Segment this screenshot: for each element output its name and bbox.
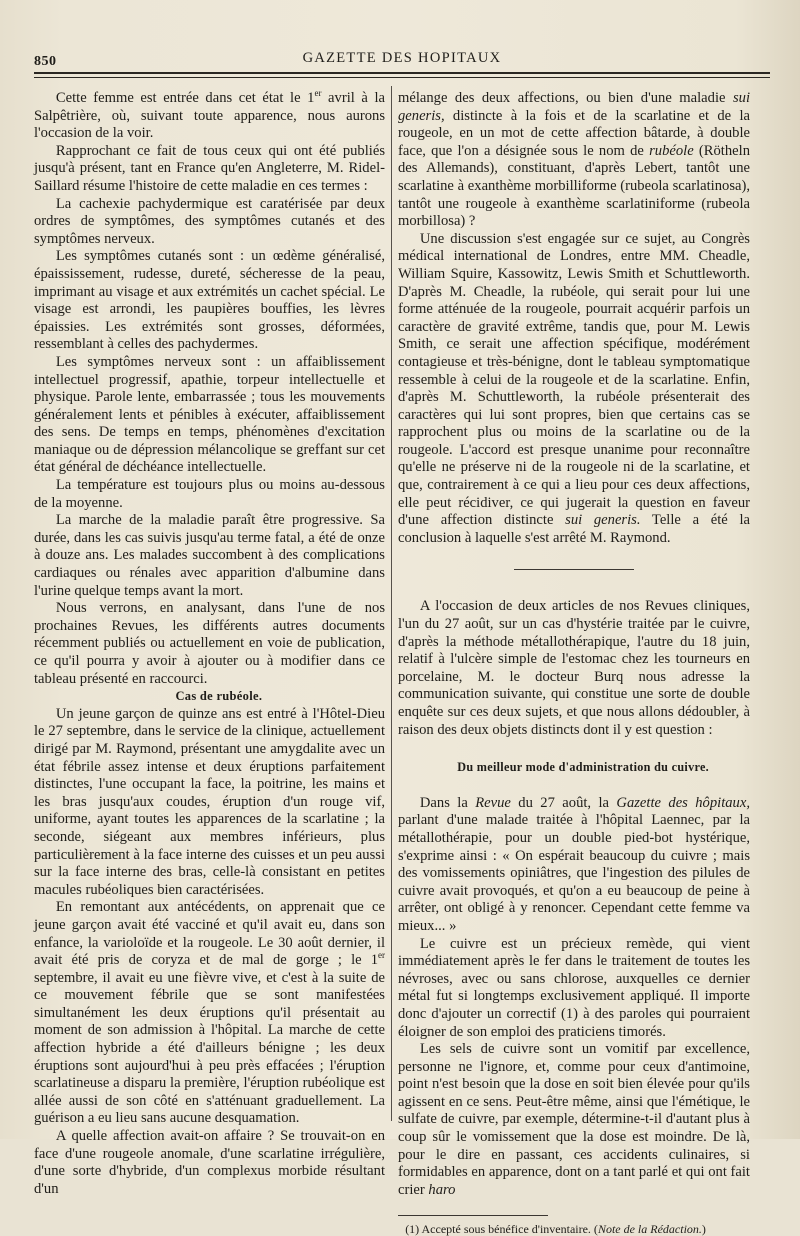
paragraph: La température est toujours plus ou moins au-dessous de la moyenne.: [34, 477, 385, 511]
footnote-rule: [398, 1215, 548, 1216]
left-column: [34, 90, 385, 1198]
paragraph: En remontant aux antécédents, on apprenait que ce jeune garçon avait été vacciné et qu'il avait eu, dans son enfance, la varioloïde et la rougeole. Le 30 août dernier, il avait été pris de coryza et de mal de gorge ; le 1er septembre, il avait eu une fièvre vive, et c'est à la suite de ce mouvement fébrile que se sont manifestées simultanément les deux éruptions qu'il présentait au moment de son admission à l'hôpital. La marche de cette affection hybride a été d'ailleurs bénigne ; les deux éruptions sont aujourd'hui à peu près effacées ; l'éruption scarlatineuse a disparu la première, l'éruption rubéolique est allée aussi de son côté en s'atténuant graduellement. La guérison a eu lieu sans aucune desquamation.: [34, 899, 385, 1127]
paragraph: Rapprochant ce fait de tous ceux qui ont été publiés jusqu'à présent, tant en France qu'en Angleterre, M. Ridel-Saillard résume l'histoire de cette maladie en ces termes :: [34, 142, 385, 194]
footnote: (1) Accepté sous bénéfice d'inventaire. (Note de la Rédaction.): [405, 1222, 706, 1236]
paragraph: Les symptômes cutanés sont : un œdème généralisé, épaississement, rudesse, dureté, sécheresse de la peau, imprimant au visage et aux extrémités un cachet spécial. Le visage est arrondi, les paupières bouffies, les lèvres épaissies. Les extrémités sont grosses, déformées, ressemblant à celles des pachydermes.: [34, 248, 385, 353]
paragraph: Une discussion s'est engagée sur ce sujet, au Congrès médical international de Londres, entre MM. Cheadle, William Squire, Kassowitz, Lewis Smith et Schuttleworth. D'après M. Cheadle, la rubéole, qui serait pour lui une forme atténuée de la rougeole, pourrait acquérir parfois un caractère de gravité extrême, tandis que, pour M. Lewis Smith, ce serait une affection spécifique, modérément contagieuse et très-bénigne, dont le tableau symptomatique ressemble à celui de la rougeole et de la scarlatine. Enfin, d'après M. Schuttleworth, la rubéole présenterait des caractères qui lui sont propres, bien que certains cas se rapprochent plus ou moins de la scarlatine ou de la rougeole. L'accord est presque unanime pour reconnaître qu'elle ne préserve ni de la rougeole ni de la scarlatine, et que, contrairement à ce qui a lieu pour ces deux affections, elle peut récidiver, ce qui jugerait la question en faveur d'une affection distincte sui generis. Telle a été la conclusion à laquelle s'est arrêté M. Raymond.: [398, 230, 750, 546]
paragraph: mélange des deux affections, ou bien d'une maladie sui generis, distincte à la fois et de la scarlatine et de la rougeole, en un mot de cette affection bâtarde, à double face, que l'on a désignée sous le nom de rubéole (Rötheln des Allemands), constituant, d'après Lebert, tantôt une scarlatine à exanthème morbilliforme (rubeola scarlatinosa), tantôt une rougeole à exanthème scarlatiniforme (rubeola morbillosa) ?: [398, 90, 750, 230]
header-rule-thick: [34, 72, 770, 74]
section-title-cuivre: Du meilleur mode d'administration du cuivre.: [457, 760, 710, 775]
header-rule-thin: [34, 77, 770, 78]
section-title-rubeole: Cas de rubéole.: [175, 689, 263, 704]
paragraph: Dans la Revue du 27 août, la Gazette des hôpitaux, parlant d'une malade traitée à l'hôpital Laennec, par la métallothérapie, pour un double pied-bot hystérique, s'exprime ainsi : « On espérait beaucoup du cuivre ; mais des vomissements opiniâtres, que l'ingestion des pilules de cuivre avait provoqués, et qu'on a eu beaucoup de peine à arrêter, ont obligé à y renoncer. Cependant cette femme va mieux... »: [398, 794, 750, 934]
paragraph: A l'occasion de deux articles de nos Revues cliniques, l'un du 27 août, sur un cas d'hystérie traitée par le cuivre, d'après la méthode métallothérapique, l'autre du 18 juin, relatif à l'ulcère simple de l'estomac chez les tourneurs en porcelaine, M. le docteur Burq nous adresse la communication suivante, qui constitue une sorte de double enquête sur ces deux sujets, et que nous allons dédoubler, à raison des deux objets distincts dont il y est question :: [398, 598, 750, 738]
column-divider: [391, 86, 392, 1121]
section-separator: [514, 569, 634, 570]
paragraph: Les symptômes nerveux sont : un affaiblissement intellectuel progressif, apathie, torpeur intellectuelle et physique. Parole lente, embarrassée ; tous les mouvements généralement lents et pénibles à exécuter, affaiblissement des sens. De temps en temps, phénomènes d'excitation maniaque ou de dépression mélancolique se greffant sur cet état général de déchéance intellectuelle.: [34, 353, 385, 476]
paragraph: Cette femme est entrée dans cet état le 1er avril à la Salpêtrière, où, suivant toute apparence, nous aurons l'occasion de la voir.: [34, 88, 386, 142]
journal-title: GAZETTE DES HOPITAUX: [302, 50, 502, 66]
paragraph: La marche de la maladie paraît être progressive. Sa durée, dans les cas suivis jusqu'au terme fatal, a été de onze à douze ans. Les malades succombent à des complications cardiaques ou rénales avec apparition d'albumine dans l'urine quelque temps avant la mort.: [34, 512, 385, 599]
paragraph: Nous verrons, en analysant, dans l'une de nos prochaines Revues, les différents autres documents récemment publiés ou actuellement en voie de publication, ce qu'il pourra y avoir à ajouter ou à modifier dans ce tableau présenté en raccourci.: [34, 600, 385, 687]
right-column: [398, 90, 750, 1236]
paragraph: Le cuivre est un précieux remède, qui vient immédiatement après le fer dans le traitement de toutes les névroses, avec ou sans chlorose, auxquelles ce dernier métal fut si longtemps exclusivement appliqué. Il importe donc d'ajouter un correctif (1) à des paroles qui pourraient éloigner de son emploi des praticiens timorés.: [398, 935, 750, 1040]
page-number: 850: [34, 54, 57, 69]
paragraph: Les sels de cuivre sont un vomitif par excellence, personne ne l'ignore, et, comme pour ceux d'antimoine, point n'est besoin que la dose en soit bien élevée pour qu'ils agissent en ce sens. Peut-être même, ainsi que l'émétique, le sulfate de cuivre, par exemple, détermine-t-il d'autant plus à coup sûr le vomissement que la dose est moindre. De là, pour le dire en passant, ces accidents culinaires, si formidables en apparence, dont on a tant parlé et qui ont fait crier haro: [398, 1041, 750, 1198]
paragraph: A quelle affection avait-on affaire ? Se trouvait-on en face d'une rougeole anomale, d'une scarlatine irrégulière, d'une sorte d'hybride, d'un complexus morbide résultant d'un: [34, 1128, 385, 1197]
page-header: [34, 48, 770, 72]
paragraph: Un jeune garçon de quinze ans est entré à l'Hôtel-Dieu le 27 septembre, dans le service de la clinique, actuellement dirigé par M. Raymond, présentant une amygdalite avec un état fébrile assez intense et deux éruptions parfaitement distinctes, l'une occupant la face, la poitrine, les mains et les bras jusqu'aux coudes, éruption d'un rouge vif, uniforme, ayant toutes les apparences de la scarlatine ; la seconde, siégeant aux membres inférieurs, plus particulièrement à la face interne des cuisses et un peu aussi sur la face interne des bras, celle-là consistant en petites macules rubéoliques bien caractérisées.: [34, 705, 385, 898]
paragraph: La cachexie pachydermique est caratérisée par deux ordres de symptômes, des symptômes cutanés et des symptômes nerveux.: [34, 195, 385, 247]
